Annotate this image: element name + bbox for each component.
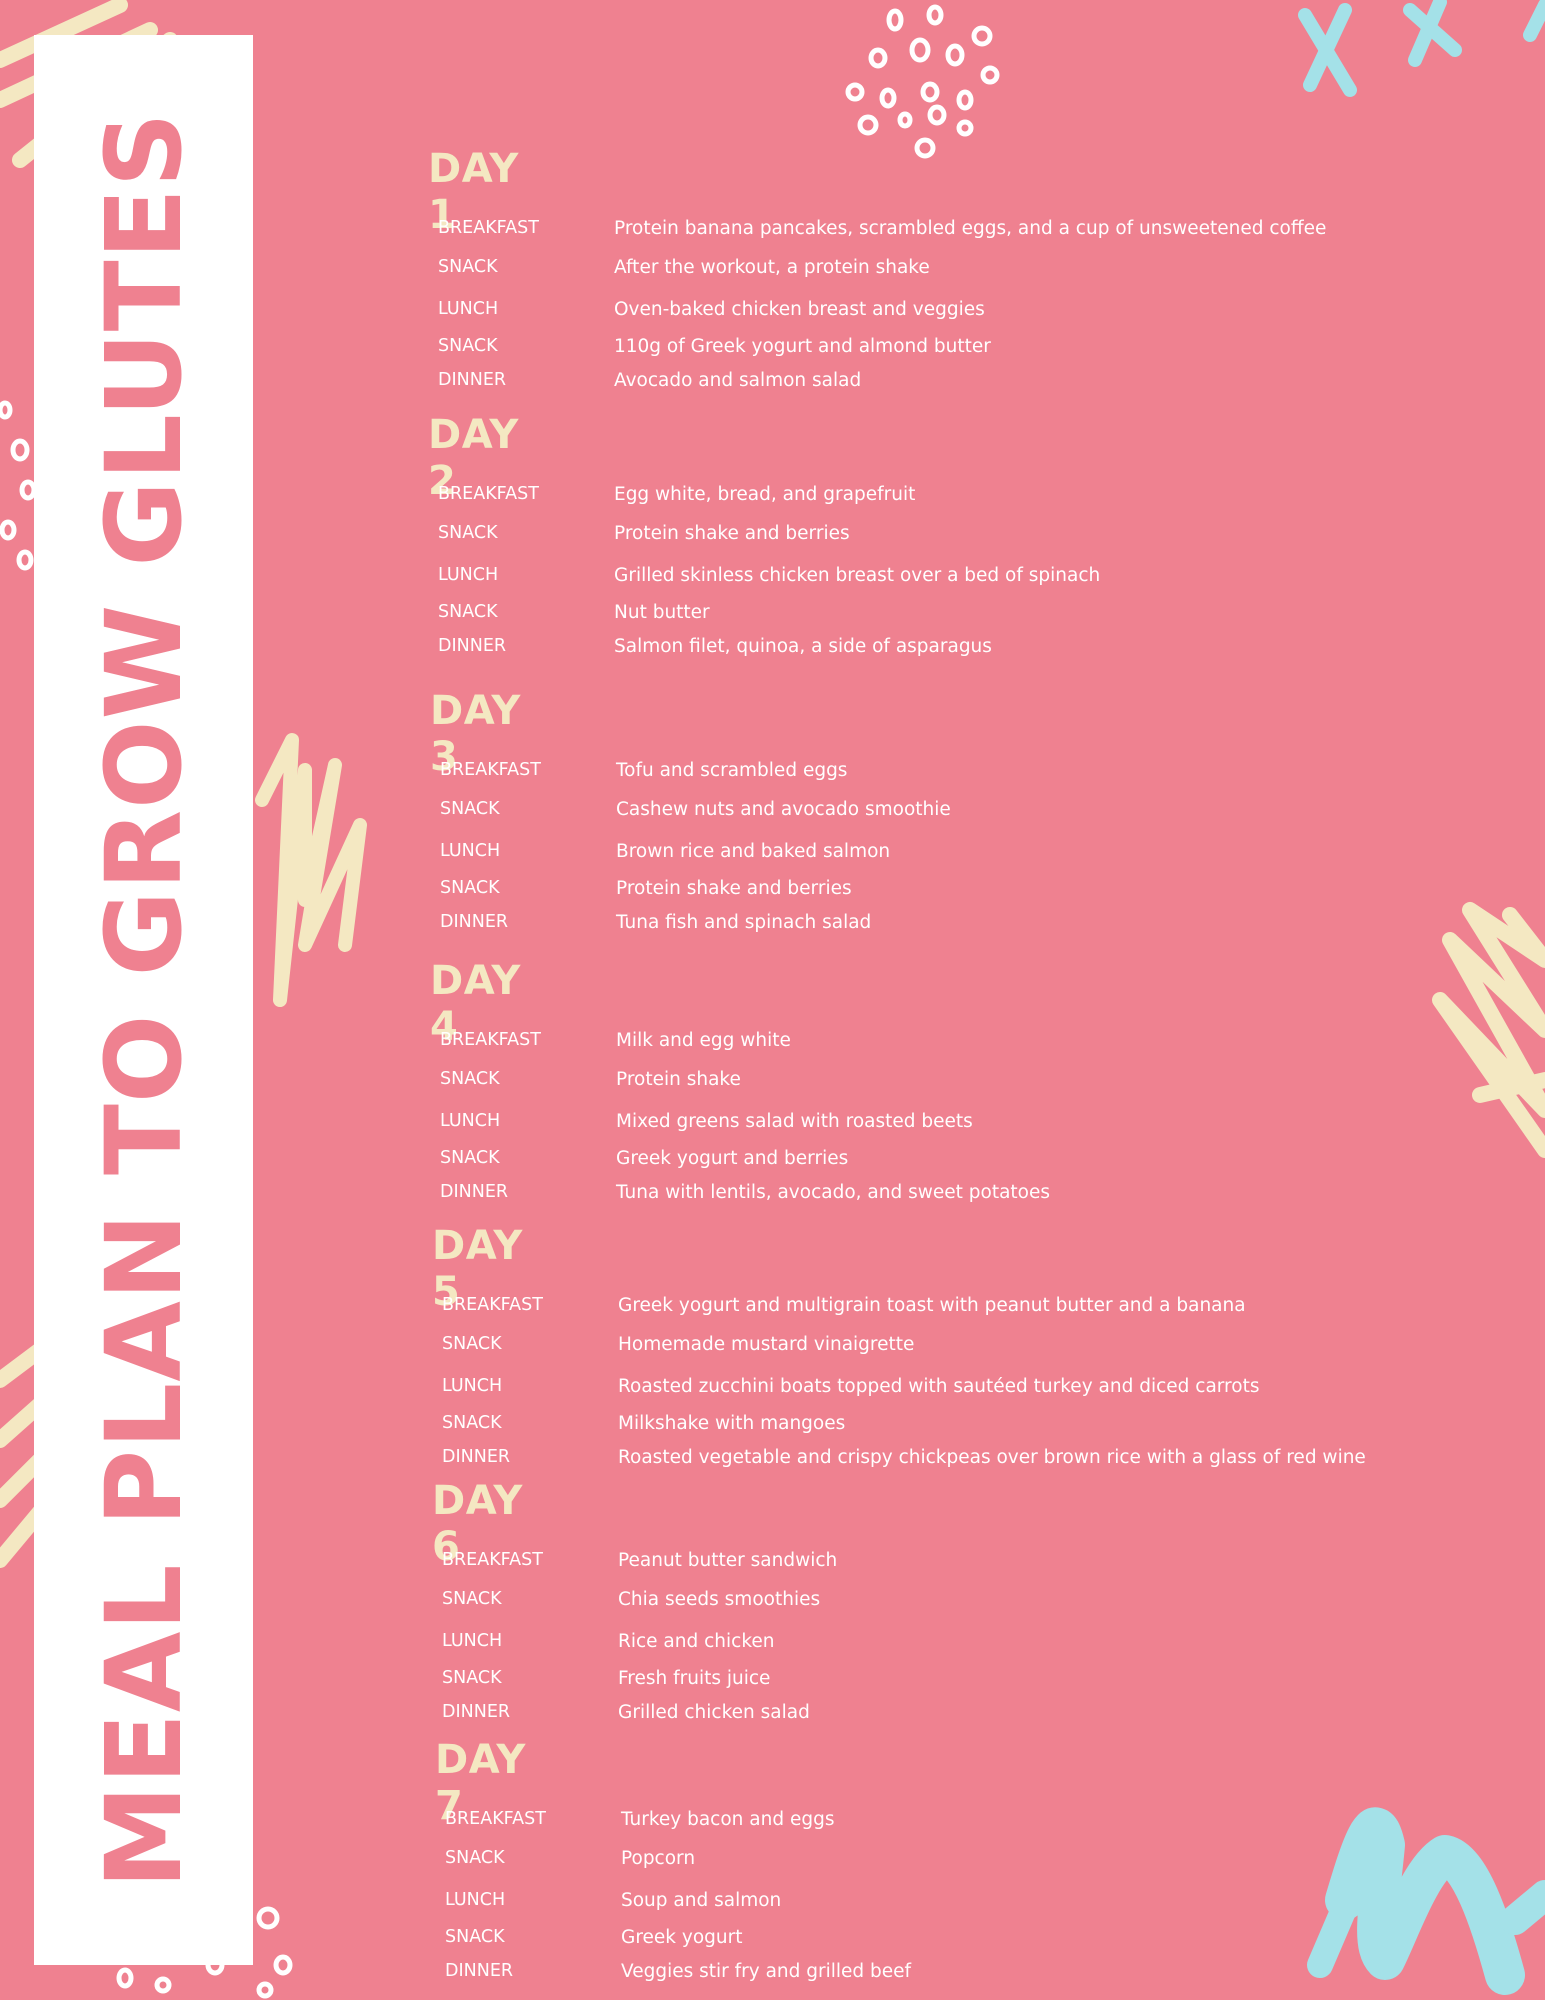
meal-name: SNACK bbox=[438, 257, 498, 277]
meal-description: Fresh fruits juice bbox=[618, 1668, 771, 1689]
meal-description: Veggies stir fry and grilled beef bbox=[621, 1961, 912, 1982]
meal-description: Protein shake and berries bbox=[614, 523, 850, 544]
meal-description: Egg white, bread, and grapefruit bbox=[614, 484, 916, 505]
meal-description: Avocado and salmon salad bbox=[614, 370, 862, 391]
day-title: DAY 6 bbox=[432, 1478, 523, 1570]
day-title: DAY 1 bbox=[428, 146, 519, 238]
meal-name: SNACK bbox=[438, 602, 498, 622]
meal-name: SNACK bbox=[445, 1927, 505, 1947]
meal-name: SNACK bbox=[442, 1334, 502, 1354]
meal-name: SNACK bbox=[442, 1413, 502, 1433]
meal-name: LUNCH bbox=[440, 841, 501, 861]
meal-name: LUNCH bbox=[438, 299, 499, 319]
meal-name: LUNCH bbox=[445, 1890, 506, 1910]
meal-name: BREAKFAST bbox=[440, 760, 541, 780]
meal-name: LUNCH bbox=[442, 1376, 503, 1396]
blue-x-marks bbox=[1305, 2, 1545, 90]
meal-name: SNACK bbox=[440, 1069, 500, 1089]
meal-name: SNACK bbox=[440, 878, 500, 898]
meal-description: Roasted zucchini boats topped with sautéed turkey and diced carrots bbox=[618, 1376, 1260, 1397]
meal-name: DINNER bbox=[440, 912, 509, 932]
white-dots-top bbox=[848, 7, 997, 156]
meal-description: Brown rice and baked salmon bbox=[616, 841, 891, 862]
meal-description: Homemade mustard vinaigrette bbox=[618, 1334, 915, 1355]
meal-name: SNACK bbox=[438, 336, 498, 356]
day-title: DAY 4 bbox=[430, 958, 521, 1050]
day-title: DAY 5 bbox=[432, 1223, 523, 1315]
meal-name: DINNER bbox=[438, 370, 507, 390]
meal-description: Greek yogurt bbox=[621, 1927, 743, 1948]
meal-name: DINNER bbox=[445, 1961, 514, 1981]
meal-description: Protein banana pancakes, scrambled eggs, and a cup of unsweetened coffee bbox=[614, 218, 1327, 239]
day-title: DAY 7 bbox=[435, 1737, 526, 1829]
meal-description: Popcorn bbox=[621, 1848, 696, 1869]
blue-scribble-bottom-right bbox=[1320, 1827, 1545, 1975]
meal-name: DINNER bbox=[440, 1182, 509, 1202]
meal-description: Tuna fish and spinach salad bbox=[616, 912, 872, 933]
meal-description: Chia seeds smoothies bbox=[618, 1589, 821, 1610]
meal-description: Roasted vegetable and crispy chickpeas over brown rice with a glass of red wine bbox=[618, 1447, 1366, 1468]
meal-description: Protein shake and berries bbox=[616, 878, 852, 899]
meal-description: Milk and egg white bbox=[616, 1030, 791, 1051]
day-title: DAY 3 bbox=[430, 688, 521, 780]
meal-name: SNACK bbox=[442, 1589, 502, 1609]
meal-name: LUNCH bbox=[438, 565, 499, 585]
meal-name: LUNCH bbox=[440, 1111, 501, 1131]
meal-name: DINNER bbox=[442, 1702, 511, 1722]
meal-name: DINNER bbox=[442, 1447, 511, 1467]
meal-description: Milkshake with mangoes bbox=[618, 1413, 846, 1434]
meal-description: Peanut butter sandwich bbox=[618, 1550, 838, 1571]
meal-description: Turkey bacon and eggs bbox=[621, 1809, 835, 1830]
cream-scribble-right bbox=[1440, 910, 1545, 1150]
meal-name: SNACK bbox=[440, 799, 500, 819]
meal-description: Tuna with lentils, avocado, and sweet potatoes bbox=[616, 1182, 1051, 1203]
meal-name: BREAKFAST bbox=[438, 484, 539, 504]
meal-description: Greek yogurt and berries bbox=[616, 1148, 849, 1169]
meal-description: 110g of Greek yogurt and almond butter bbox=[614, 336, 991, 357]
meal-name: SNACK bbox=[445, 1848, 505, 1868]
meal-description: Rice and chicken bbox=[618, 1631, 775, 1652]
meal-description: Tofu and scrambled eggs bbox=[616, 760, 848, 781]
meal-name: DINNER bbox=[438, 636, 507, 656]
page-title: MEAL PLAN TO GROW GLUTES bbox=[83, 111, 205, 1889]
meal-name: BREAKFAST bbox=[445, 1809, 546, 1829]
meal-description: Greek yogurt and multigrain toast with peanut butter and a banana bbox=[618, 1295, 1246, 1316]
meal-description: Soup and salmon bbox=[621, 1890, 782, 1911]
meal-description: Protein shake bbox=[616, 1069, 741, 1090]
meal-description: Grilled chicken salad bbox=[618, 1702, 810, 1723]
meal-description: Cashew nuts and avocado smoothie bbox=[616, 799, 951, 820]
meal-name: BREAKFAST bbox=[442, 1295, 543, 1315]
meal-description: After the workout, a protein shake bbox=[614, 257, 930, 278]
meal-name: SNACK bbox=[438, 523, 498, 543]
white-dots-left bbox=[0, 403, 34, 568]
meal-name: BREAKFAST bbox=[438, 218, 539, 238]
meal-name: BREAKFAST bbox=[440, 1030, 541, 1050]
meal-name: SNACK bbox=[440, 1148, 500, 1168]
meal-description: Mixed greens salad with roasted beets bbox=[616, 1111, 973, 1132]
meal-description: Oven-baked chicken breast and veggies bbox=[614, 299, 985, 320]
meal-name: SNACK bbox=[442, 1668, 502, 1688]
day-title: DAY 2 bbox=[428, 412, 519, 504]
meal-description: Nut butter bbox=[614, 602, 710, 623]
cream-scribble-middle bbox=[262, 740, 360, 1000]
meal-name: BREAKFAST bbox=[442, 1550, 543, 1570]
meal-description: Grilled skinless chicken breast over a bed of spinach bbox=[614, 565, 1101, 586]
meal-description: Salmon filet, quinoa, a side of asparagus bbox=[614, 636, 992, 657]
meal-name: LUNCH bbox=[442, 1631, 503, 1651]
